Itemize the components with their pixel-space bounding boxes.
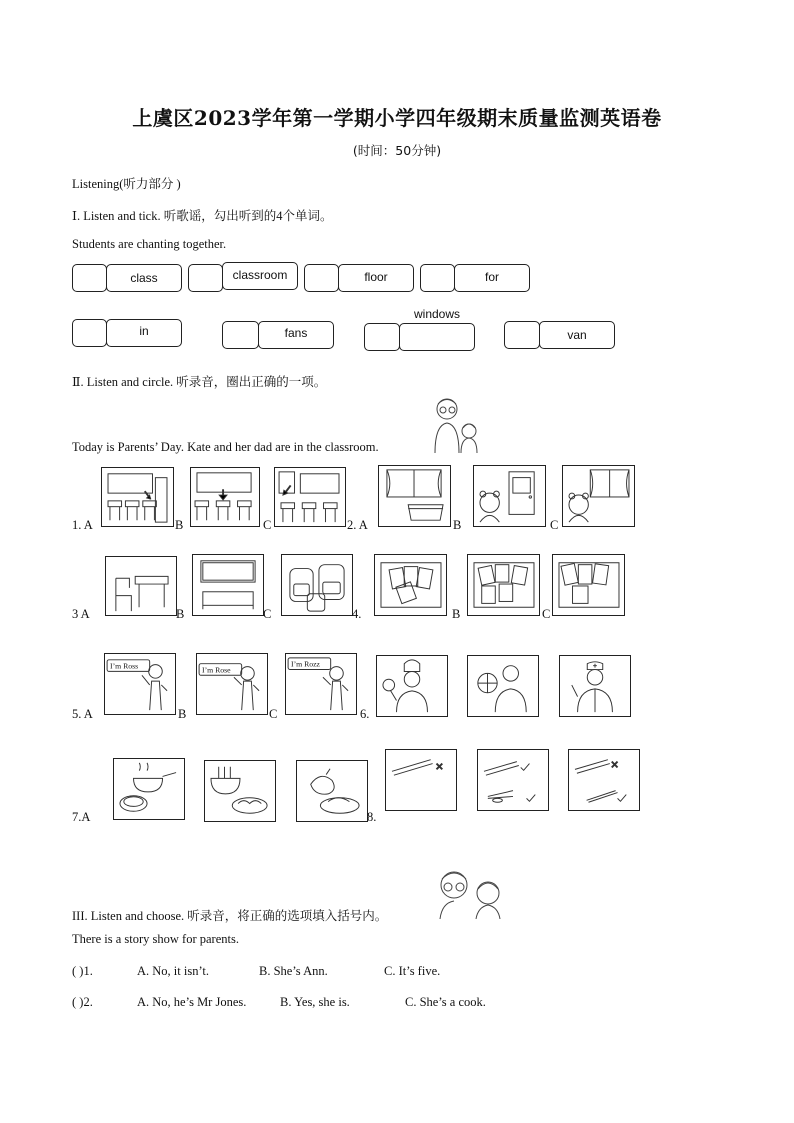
q1-label-a: 1. A: [72, 518, 93, 532]
question-1-option-b: B. She’s Ann.: [259, 964, 328, 978]
q1-label-c: C: [263, 518, 272, 532]
q2-label-a: 2. A: [347, 518, 368, 532]
section3-intro: There is a story show for parents.: [72, 932, 239, 946]
word-option-label: windows: [414, 307, 461, 321]
books-bag-picture[interactable]: [374, 554, 447, 616]
q6-label: 6.: [360, 707, 370, 721]
section3-heading: III. Listen and choose. 听录音，将正确的选项填入括号内。: [72, 909, 388, 923]
q3-label-b: B: [176, 607, 185, 621]
word-option[interactable]: for: [454, 264, 530, 292]
page-title: 上虞区2023学年第一学期小学四年级期末质量监测英语卷: [132, 106, 662, 130]
noodles-dumplings-picture[interactable]: [204, 760, 276, 822]
q3-label-c: C: [263, 607, 272, 621]
soup-meat-picture[interactable]: [113, 758, 185, 820]
q1-label-b: B: [175, 518, 184, 532]
tick-box[interactable]: [304, 264, 339, 292]
word-option[interactable]: class: [106, 264, 182, 292]
blackboard-desk-picture[interactable]: [192, 554, 264, 616]
parent-child-icon: [432, 867, 512, 919]
tick-box[interactable]: [420, 264, 455, 292]
doctor-picture[interactable]: [559, 655, 631, 717]
tick-box[interactable]: [504, 321, 540, 349]
section2-intro: Today is Parents’ Day. Kate and her dad are in the classroom.: [72, 440, 379, 454]
chopsticks-cross-picture[interactable]: [385, 749, 457, 811]
q4-label-c: C: [542, 607, 551, 621]
name-tag: I’m Rozz: [291, 659, 320, 669]
word-option[interactable]: van: [539, 321, 615, 349]
word-option[interactable]: [399, 323, 475, 351]
word-option[interactable]: floor: [338, 264, 414, 292]
girl-rose-picture[interactable]: [196, 653, 268, 715]
basketball-player-picture[interactable]: [467, 655, 539, 717]
tick-box[interactable]: [364, 323, 400, 351]
exam-duration: (时间：50分钟): [352, 143, 442, 158]
books-bag-picture-c[interactable]: [552, 554, 625, 616]
question-2-option-b: B. Yes, she is.: [280, 995, 350, 1009]
window-bag-picture[interactable]: [378, 465, 451, 527]
classroom-door-picture[interactable]: [101, 467, 174, 527]
classroom-chair-picture[interactable]: [190, 467, 260, 527]
tick-box[interactable]: [222, 321, 259, 349]
word-option[interactable]: fans: [258, 321, 334, 349]
classroom-window-picture[interactable]: [274, 467, 346, 527]
question-1-option-a: A. No, it isn’t.: [137, 964, 209, 978]
listening-heading: Listening(听力部分 ): [72, 177, 181, 191]
question-2-number[interactable]: ( )2.: [72, 995, 93, 1009]
tick-box[interactable]: [72, 264, 107, 292]
q5-label-b: B: [178, 707, 187, 721]
section1-intro: Students are chanting together.: [72, 237, 227, 251]
tick-box[interactable]: [188, 264, 223, 292]
q8-label: 8.: [367, 810, 377, 824]
girl-rozz-picture[interactable]: [285, 653, 357, 715]
name-tag: I’m Ross: [110, 661, 139, 671]
books-bag-picture-b[interactable]: [467, 554, 540, 616]
cook-picture[interactable]: [376, 655, 448, 717]
word-option[interactable]: in: [106, 319, 182, 347]
q2-label-c: C: [550, 518, 559, 532]
door-bear-picture[interactable]: [473, 465, 546, 527]
q7-label: 7.A: [72, 810, 91, 824]
section1-heading: Ⅰ. Listen and tick. 听歌谣，勾出听到的4个单词。: [72, 209, 333, 223]
q5-label-a: 5. A: [72, 707, 93, 721]
q2-label-b: B: [453, 518, 462, 532]
question-1-option-c: C. It’s five.: [384, 964, 441, 978]
desk-chair-picture[interactable]: [105, 556, 177, 616]
question-2-option-c: C. She’s a cook.: [405, 995, 486, 1009]
parent-child-icon: [427, 395, 483, 455]
q3-label-a: 3 A: [72, 607, 90, 621]
section2-heading: Ⅱ. Listen and circle. 听录音，圈出正确的一项。: [72, 375, 327, 389]
question-1-number[interactable]: ( )1.: [72, 964, 93, 978]
word-option[interactable]: classroom: [222, 262, 298, 290]
q4-label-b: B: [452, 607, 461, 621]
window-bear-picture[interactable]: [562, 465, 635, 527]
girl-ross-picture[interactable]: [104, 653, 176, 715]
chopsticks-cross-fork-picture[interactable]: [568, 749, 640, 811]
q4-label-a: 4.: [352, 607, 362, 621]
q5-label-c: C: [269, 707, 278, 721]
tick-box[interactable]: [72, 319, 107, 347]
name-tag: I’m Rose: [202, 665, 231, 675]
chopsticks-fork-spoon-picture[interactable]: [477, 749, 549, 811]
schoolbags-picture[interactable]: [281, 554, 353, 616]
question-2-option-a: A. No, he’s Mr Jones.: [137, 995, 247, 1009]
chicken-picture[interactable]: [296, 760, 368, 822]
